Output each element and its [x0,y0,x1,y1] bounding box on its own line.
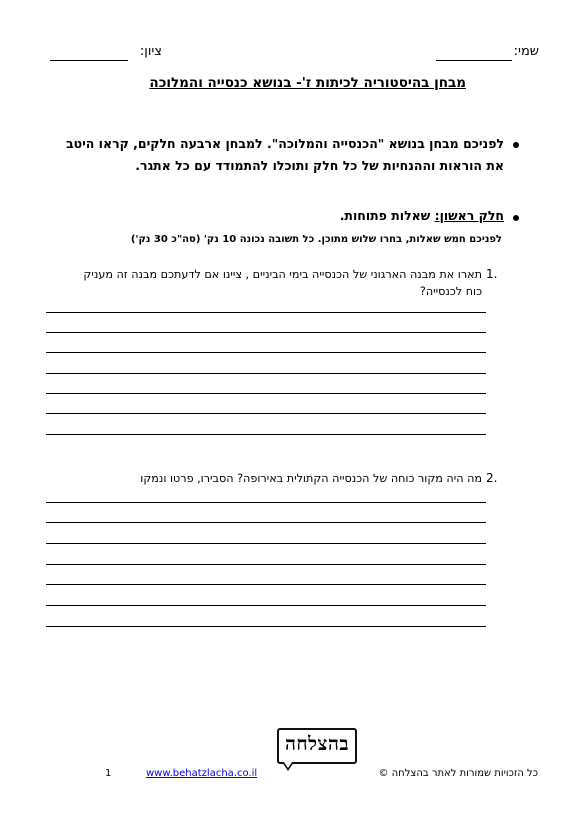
intro-line-2: את הוראות וההנחיות של כל חלק ותוכלו להתמודד עם כל אתגר. [135,158,504,173]
grade-label: ציון: [139,44,162,59]
question-1-number: 1. [486,267,498,281]
question-1-text-line-1: תארו את מבנה הארגוני של הכנסייה בימי הביניים , ציינו אם לדעתכם מבנה זה מעניק [83,268,482,281]
answer-line[interactable] [46,502,486,503]
part1-heading-text: שאלות פתוחות. [339,208,435,223]
question-2-number: 2. [486,471,498,485]
part1-heading-label: חלק ראשון: [434,208,504,223]
grade-field[interactable] [50,60,128,61]
answer-line[interactable] [46,352,486,353]
answer-line[interactable] [46,413,486,414]
name-field[interactable] [436,60,512,61]
page-title: מבחן בהיסטוריה לכיתות ז'- בנושא כנסייה והמלוכה [149,75,466,91]
answer-line[interactable] [46,393,486,394]
question-2-text: מה היה מקור כוחה של הכנסייה הקתולית באירופה? הסבירו, פרטו ונמקו [140,472,482,485]
answer-line[interactable] [46,522,486,523]
bullet-icon [513,215,519,221]
answer-line[interactable] [46,605,486,606]
footer-website-link[interactable]: www.behatzlacha.co.il [146,768,258,779]
answer-line[interactable] [46,626,486,627]
page-number: 1 [105,768,112,779]
name-label: שמי: [513,44,539,59]
answer-line[interactable] [46,312,486,313]
logo-tail-inner-icon [284,762,292,768]
answer-line[interactable] [46,564,486,565]
answer-line[interactable] [46,373,486,374]
answer-line[interactable] [46,584,486,585]
intro-line-1: לפניכם מבחן בנושא "הכנסייה והמלוכה". למבחן ארבעה חלקים, קראו היטב [65,136,504,151]
bullet-icon [513,142,519,148]
part1-heading [340,208,504,223]
part1-instructions: לפניכם חמש שאלות, בחרו שלוש מתוכן. כל תשובה נכונה 10 נק' (סה"כ 30 נק') [130,234,502,245]
logo-text: בהצלחה [284,733,350,755]
answer-line[interactable] [46,434,486,435]
question-1-text-line-2: כוח לכנסייה? [419,285,482,298]
footer-copyright: כל הזכויות שמורות לאתר בהצלחה © [378,768,538,779]
logo [277,728,357,764]
answer-line[interactable] [46,543,486,544]
answer-line[interactable] [46,332,486,333]
